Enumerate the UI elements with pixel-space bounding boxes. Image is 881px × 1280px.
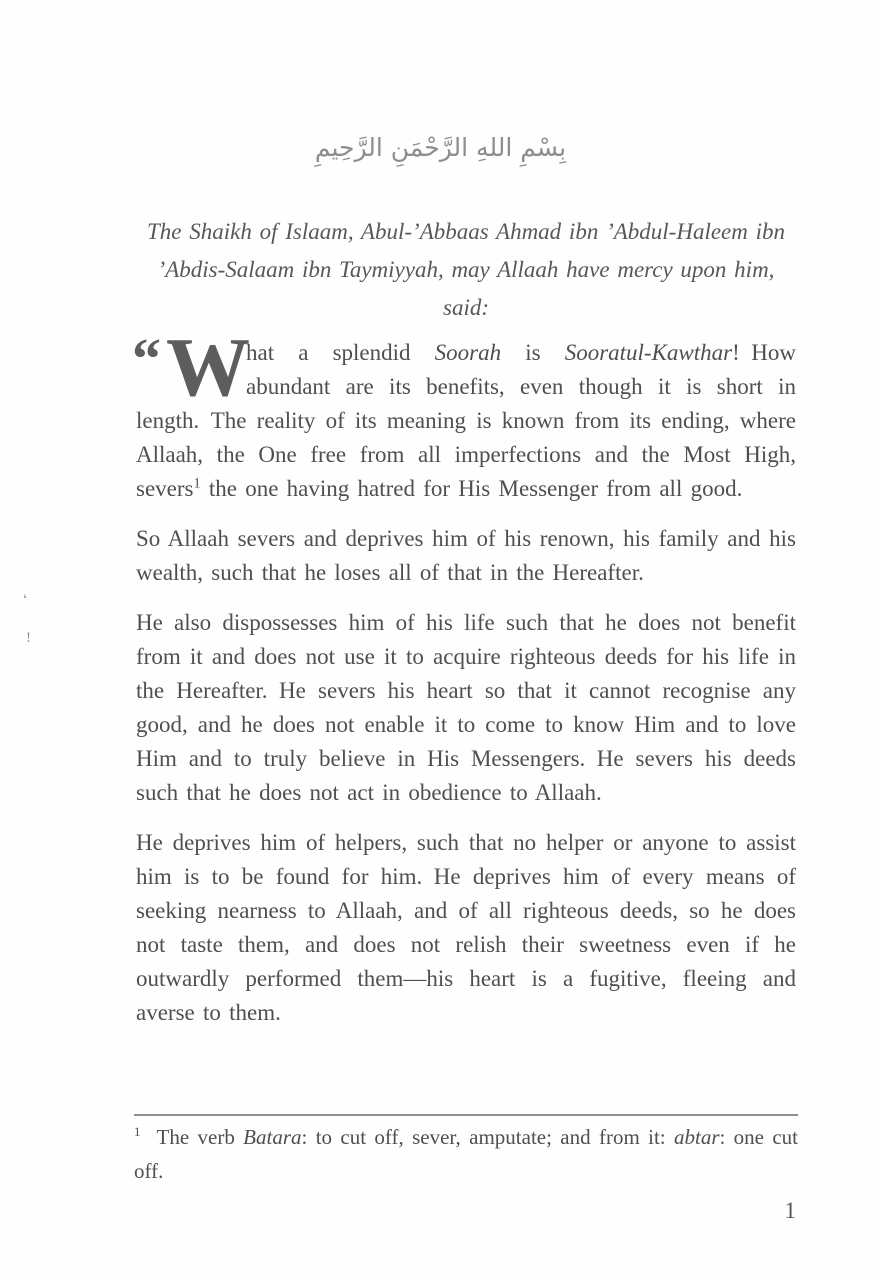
opening-quote-mark: “ xyxy=(132,326,161,391)
italic-term: abtar xyxy=(673,1125,720,1149)
text-run: He deprives him of helpers, such that no helper or anyone to assist him is to be found for him. He deprives him of every means of seeking nearness to Allaah, and of all righteous deeds, so he does not taste them, and does not relish their sweetness even if he outwardly performed them—his heart is a fugitive, fleeing and averse to them. xyxy=(136,830,796,1025)
footnote-marker: 1 xyxy=(134,1124,141,1139)
text-run: the one having hatred for His Messenger from all good. xyxy=(200,476,743,501)
footnote-rule xyxy=(134,1114,798,1116)
footnote-reference: 1 xyxy=(193,475,201,492)
bismillah-calligraphy: بِسْمِ اللهِ الرَّحْمَنِ الرَّحِيمِ xyxy=(314,133,567,162)
paragraph-2 xyxy=(136,522,796,590)
text-run: So Allaah severs and deprives him of his renown, his family and his wealth, such that he loses all of that in the Hereafter. xyxy=(136,526,796,585)
scan-artifact-mark-1: ʻ xyxy=(21,591,32,609)
dropcap xyxy=(132,321,250,414)
text-run: ! How abundant are its benefits, even though it is short in length. The reality of its meaning is known from its ending, where Allaah, the One free from all imperfections and the Most High, severs xyxy=(136,340,797,501)
text-run: is xyxy=(501,340,565,365)
footnote-body xyxy=(134,1125,798,1183)
text-run: : to cut off, sever, amputate; and from it: xyxy=(301,1125,674,1149)
text-run: hat a splendid xyxy=(246,340,435,365)
text-run: The verb xyxy=(156,1125,244,1149)
italic-term: Sooratul-Kawthar xyxy=(564,340,733,365)
italic-term: Soorah xyxy=(434,340,502,365)
paragraph-text xyxy=(136,830,796,1025)
footnote-text xyxy=(134,1120,798,1188)
attribution-heading: The Shaikh of Islaam, Abul-’Abbaas Ahmad ibn ’Abdul-Haleem ibn ’Abdis-Salaam ibn Taymiyyah, may Allaah have mercy upon him, said: xyxy=(147,219,785,320)
text-run: He also dispossesses him of his life such that he does not benefit from it and does not use it to acquire righteous deeds for his life in the Hereafter. He severs his heart so that it cannot recognise any good, and he does not enable it to come to know Him and to love Him and to truly believe in His Messengers. He severs his deeds such that he does not act in obedience to Allaah. xyxy=(136,610,796,805)
dropcap-letter-w: W xyxy=(166,321,250,414)
text-run: : one cut off. xyxy=(134,1125,799,1183)
italic-term: Batara xyxy=(243,1125,302,1149)
scan-artifact-mark-2: ! xyxy=(26,630,31,646)
body-text xyxy=(132,321,797,1046)
paragraph-text xyxy=(136,610,796,805)
paragraph-text xyxy=(136,526,796,585)
paragraph-3 xyxy=(136,606,796,810)
page-number: 1 xyxy=(784,1198,796,1223)
paragraph-4 xyxy=(136,826,796,1030)
paragraph-1 xyxy=(132,321,797,506)
footnote-area xyxy=(134,1114,798,1188)
